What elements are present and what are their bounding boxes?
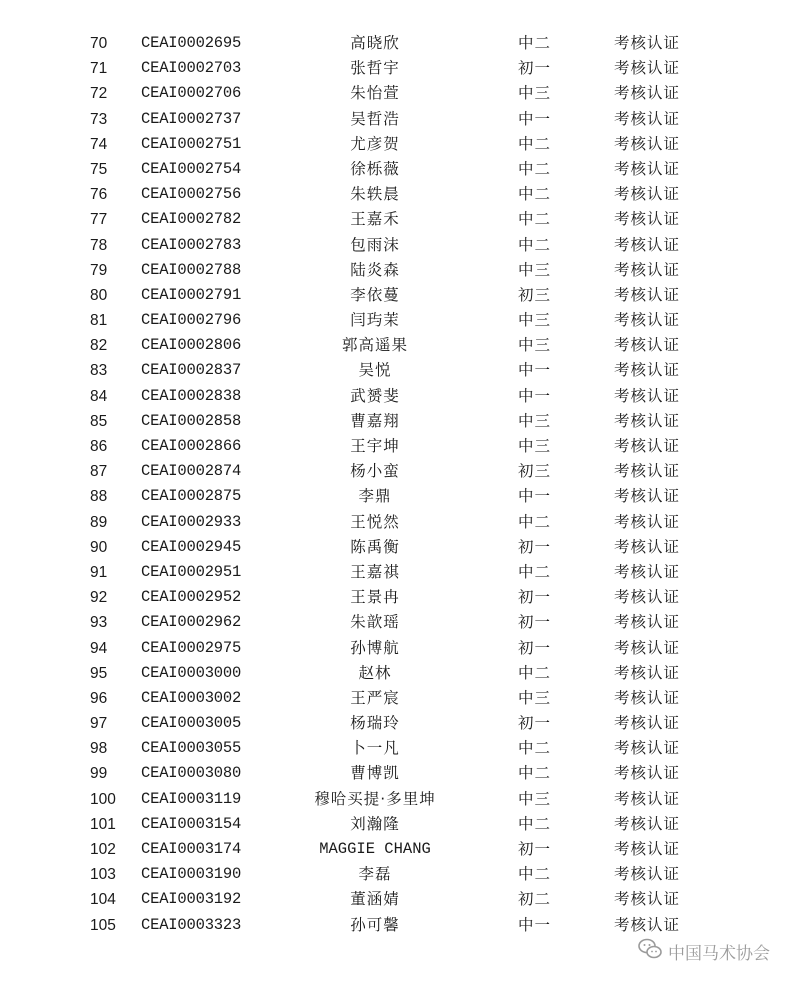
row-number: 86 [90,438,108,455]
table-row [0,81,792,106]
certification-type: 考核认证 [614,764,681,783]
level: 中三 [518,84,552,103]
level: 初一 [518,537,552,556]
member-name: 孙可馨 [350,915,400,934]
certification-table [0,31,792,938]
table-row [0,913,792,938]
member-name: 王景冉 [350,588,400,607]
member-id: CEAI0003119 [141,789,242,808]
member-id: CEAI0002756 [141,185,242,204]
table-row [0,182,792,207]
member-name: 徐栎薇 [350,159,400,178]
row-number: 75 [90,160,108,178]
certification-type: 考核认证 [614,688,681,707]
certification-type: 考核认证 [614,890,681,909]
member-name: 李依蔓 [350,285,400,304]
table-row [0,610,792,635]
row-number: 76 [90,186,108,204]
certification-type: 考核认证 [614,789,681,808]
table-row [0,535,792,560]
row-number: 81 [90,312,108,330]
table-row [0,56,792,81]
certification-type: 考核认证 [614,386,681,405]
certification-type: 考核认证 [614,663,681,682]
table-row [0,560,792,585]
member-name: 王嘉祺 [350,562,400,581]
level: 初一 [518,588,552,607]
member-name: 李鼎 [358,487,392,506]
member-name: 尤彦贺 [350,134,400,153]
table-row [0,31,792,56]
member-name: 陆炎森 [350,260,400,279]
table-row [0,636,792,661]
member-name: 包雨沫 [350,235,400,254]
member-name: 刘瀚隆 [350,814,400,833]
row-number: 100 [90,790,116,808]
row-number: 72 [90,85,108,103]
certification-type: 考核认证 [614,336,681,355]
level: 初二 [518,890,552,909]
row-number: 70 [90,35,108,52]
member-name: 郭高遥果 [341,336,408,355]
row-number: 102 [90,841,116,858]
certification-type: 考核认证 [614,487,681,506]
table-row [0,434,792,459]
level: 中二 [518,814,552,833]
certification-type: 考核认证 [614,361,681,380]
certification-type: 考核认证 [614,462,681,481]
row-number: 94 [90,639,108,657]
level: 中二 [518,210,552,229]
row-number: 82 [90,337,108,355]
certification-type: 考核认证 [614,537,681,556]
level: 中二 [518,185,552,204]
level: 中二 [518,34,552,52]
member-id: CEAI0002951 [141,562,242,581]
member-name: 杨瑞玲 [350,714,400,733]
row-number: 87 [90,463,108,481]
member-id: CEAI0002975 [141,638,242,657]
row-number: 105 [90,916,116,934]
member-id: CEAI0002933 [141,512,242,531]
row-number: 85 [90,412,108,430]
watermark [638,938,770,965]
member-id: CEAI0002945 [141,537,242,556]
member-id: CEAI0002737 [141,109,242,128]
row-number: 77 [90,211,108,229]
table-row [0,258,792,283]
member-name: 朱怡萱 [350,84,400,103]
table-row [0,384,792,409]
certification-type: 考核认证 [614,638,681,657]
certification-type: 考核认证 [614,915,681,934]
level: 中二 [518,235,552,254]
table-row [0,409,792,434]
member-id: CEAI0003154 [141,814,242,833]
row-number: 98 [90,740,108,758]
member-name: 吴悦 [358,361,392,380]
member-name: 高晓欣 [350,34,400,52]
certification-type: 考核认证 [614,840,681,858]
member-id: CEAI0003080 [141,764,242,783]
member-name: 赵林 [358,663,392,682]
table-row [0,761,792,786]
member-id: CEAI0002706 [141,84,242,103]
level: 中二 [518,739,552,758]
level: 中三 [518,688,552,707]
member-id: CEAI0002796 [141,311,242,330]
row-number: 84 [90,387,108,405]
member-id: CEAI0003190 [141,865,242,884]
member-name: 陈禹衡 [350,537,400,556]
table-row [0,308,792,333]
member-name: 曹嘉翔 [350,411,400,430]
level: 初一 [518,840,552,858]
row-number: 97 [90,715,108,733]
row-number: 90 [90,538,108,556]
table-row [0,510,792,535]
member-id: CEAI0002875 [141,487,242,506]
level: 中二 [518,663,552,682]
level: 中三 [518,311,552,330]
table-row [0,661,792,686]
member-id: CEAI0003002 [141,688,242,707]
certification-type: 考核认证 [614,411,681,430]
member-id: CEAI0002782 [141,210,242,229]
level: 中二 [518,512,552,531]
level: 中二 [518,764,552,783]
table-row [0,711,792,736]
table-row [0,459,792,484]
certification-type: 考核认证 [614,235,681,254]
member-id: CEAI0003055 [141,739,242,758]
level: 中二 [518,562,552,581]
certification-type: 考核认证 [614,562,681,581]
row-number: 95 [90,664,108,682]
row-number: 71 [90,60,108,78]
wechat-icon [638,938,662,965]
member-id: CEAI0002866 [141,437,242,455]
member-name: 闫玙茉 [350,311,400,330]
watermark-text: 中国马术协会 [668,944,770,964]
member-id: CEAI0003192 [141,890,242,909]
certification-type: 考核认证 [614,512,681,531]
row-number: 74 [90,135,108,153]
certification-type: 考核认证 [614,260,681,279]
member-name: 朱轶晨 [350,185,400,204]
member-id: CEAI0002858 [141,411,242,430]
certification-type: 考核认证 [614,714,681,733]
member-id: CEAI0002952 [141,588,242,607]
certification-type: 考核认证 [614,34,681,52]
member-name: 武赟斐 [350,386,400,405]
member-name: 王严宸 [350,688,400,707]
member-id: CEAI0002695 [141,34,242,52]
member-name: 王宇坤 [350,437,400,455]
member-name: 孙博航 [350,638,400,657]
member-name: 杨小蛮 [350,462,400,481]
level: 中一 [518,915,552,934]
member-id: CEAI0002837 [141,361,242,380]
level: 中三 [518,260,552,279]
certification-type: 考核认证 [614,437,681,455]
level: 中三 [518,336,552,355]
level: 中一 [518,386,552,405]
table-row [0,862,792,887]
member-id: CEAI0002874 [141,462,242,481]
table-row [0,233,792,258]
member-id: CEAI0002806 [141,336,242,355]
certification-type: 考核认证 [614,613,681,632]
certification-type: 考核认证 [614,109,681,128]
level: 中三 [518,437,552,455]
member-name: 朱歆瑶 [350,613,400,632]
certification-type: 考核认证 [614,59,681,78]
certification-type: 考核认证 [614,588,681,607]
member-name: 卜一凡 [350,739,400,758]
certification-type: 考核认证 [614,185,681,204]
table-row [0,686,792,711]
table-row [0,132,792,157]
member-id: CEAI0002754 [141,159,242,178]
member-name: 吴哲浩 [350,109,400,128]
certification-type: 考核认证 [614,814,681,833]
row-number: 99 [90,765,108,783]
member-name: 王嘉禾 [350,210,400,229]
member-name: 曹博凯 [350,764,400,783]
table-row [0,787,792,812]
level: 初一 [518,59,552,78]
certification-type: 考核认证 [614,311,681,330]
certification-type: 考核认证 [614,285,681,304]
row-number: 91 [90,563,108,581]
table-row [0,736,792,761]
table-row [0,484,792,509]
level: 中一 [518,109,552,128]
member-id: CEAI0003323 [141,915,242,934]
row-number: 103 [90,866,116,884]
level: 初一 [518,714,552,733]
row-number: 101 [90,815,116,833]
certification-type: 考核认证 [614,210,681,229]
level: 中二 [518,865,552,884]
member-id: CEAI0002838 [141,386,242,405]
row-number: 104 [90,891,116,909]
level: 初一 [518,638,552,657]
certification-type: 考核认证 [614,159,681,178]
table-row [0,333,792,358]
table-row [0,837,792,862]
certification-type: 考核认证 [614,134,681,153]
member-id: CEAI0002783 [141,235,242,254]
level: 中一 [518,361,552,380]
row-number: 79 [90,261,108,279]
certification-type: 考核认证 [614,865,681,884]
table-row [0,585,792,610]
row-number: 80 [90,286,108,304]
row-number: 96 [90,689,108,707]
member-id: CEAI0002791 [141,285,242,304]
level: 中二 [518,134,552,153]
row-number: 88 [90,488,108,506]
table-row [0,358,792,383]
level: 初三 [518,285,552,304]
row-number: 89 [90,513,108,531]
member-id: CEAI0003174 [141,840,242,858]
row-number: 73 [90,110,108,128]
row-number: 83 [90,362,108,380]
table-row [0,157,792,182]
member-name: MAGGIE CHANG [319,840,431,858]
certification-type: 考核认证 [614,739,681,758]
member-id: CEAI0002788 [141,260,242,279]
table-row [0,107,792,132]
level: 初三 [518,462,552,481]
table-row [0,207,792,232]
certification-type: 考核认证 [614,84,681,103]
member-name: 张哲宇 [350,59,400,78]
level: 中二 [518,159,552,178]
table-row [0,283,792,308]
member-id: CEAI0002751 [141,134,242,153]
row-number: 78 [90,236,108,254]
member-id: CEAI0003005 [141,714,242,733]
member-id: CEAI0002703 [141,59,242,78]
table-row [0,812,792,837]
member-name: 王悦然 [350,512,400,531]
member-id: CEAI0002962 [141,613,242,632]
member-id: CEAI0003000 [141,663,242,682]
level: 中一 [518,487,552,506]
member-name: 李磊 [358,865,392,884]
level: 中三 [518,411,552,430]
member-name: 董涵婧 [350,890,400,909]
row-number: 93 [90,614,108,632]
member-name: 穆哈买提·多里坤 [314,789,436,808]
row-number: 92 [90,589,108,607]
table-row [0,887,792,912]
level: 中三 [518,789,552,808]
level: 初一 [518,613,552,632]
